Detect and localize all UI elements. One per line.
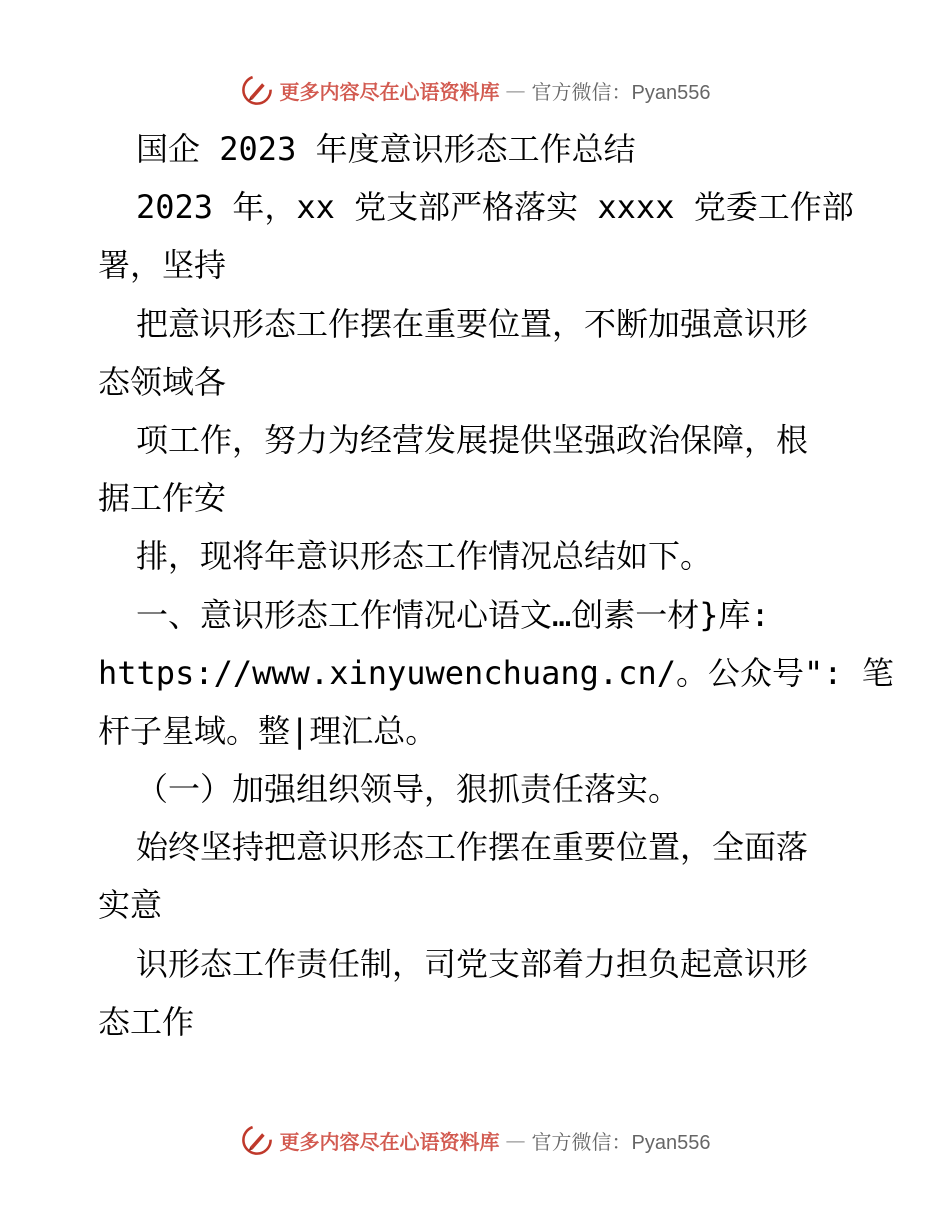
watermark-brand: 更多内容尽在心语资料库 bbox=[279, 79, 500, 104]
document-line: 实意 bbox=[98, 886, 163, 925]
document-line: 把意识形态工作摆在重要位置，不断加强意识形 bbox=[136, 304, 809, 343]
document-line: 始终坚持把意识形态工作摆在重要位置，全面落 bbox=[136, 828, 809, 867]
document-line: https://www.xinyuwenchuang.cn/。公众号": 笔 bbox=[98, 653, 894, 692]
document-line: 2023 年，xx 党支部严格落实 xxxx 党委工作部 bbox=[136, 188, 854, 227]
document-line: 识形态工作责任制，司党支部着力担负起意识形 bbox=[136, 944, 809, 983]
watermark-contact: 官方微信：Pyan556 bbox=[531, 1131, 711, 1154]
watermark-footer bbox=[0, 1120, 950, 1160]
pen-nib-swirl-icon bbox=[240, 73, 274, 107]
document-line: 项工作，努力为经营发展提供坚强政治保障，根 bbox=[136, 420, 809, 459]
watermark-brand: 更多内容尽在心语资料库 bbox=[279, 1129, 500, 1154]
pen-nib-swirl-icon bbox=[240, 1123, 274, 1157]
watermark-dash: — bbox=[505, 78, 526, 102]
document-line: 态工作 bbox=[98, 1002, 195, 1041]
document-line: 一、意识形态工作情况心语文…创素一材}库: bbox=[136, 595, 770, 634]
watermark-contact: 官方微信：Pyan556 bbox=[531, 81, 711, 104]
watermark-header bbox=[0, 70, 950, 110]
document-line: 国企 2023 年度意识形态工作总结 bbox=[136, 130, 636, 168]
document-line: （一）加强组织领导，狠抓责任落实。 bbox=[136, 770, 681, 809]
document-body bbox=[98, 120, 894, 1051]
document-line: 署，坚持 bbox=[98, 246, 227, 285]
document-line: 据工作安 bbox=[98, 479, 227, 518]
document-line: 排，现将年意识形态工作情况总结如下。 bbox=[136, 537, 713, 576]
document-line: 态领域各 bbox=[98, 362, 227, 401]
watermark-dash: — bbox=[505, 1128, 526, 1152]
document-line: 杆子星域。整|理汇总。 bbox=[98, 711, 438, 750]
